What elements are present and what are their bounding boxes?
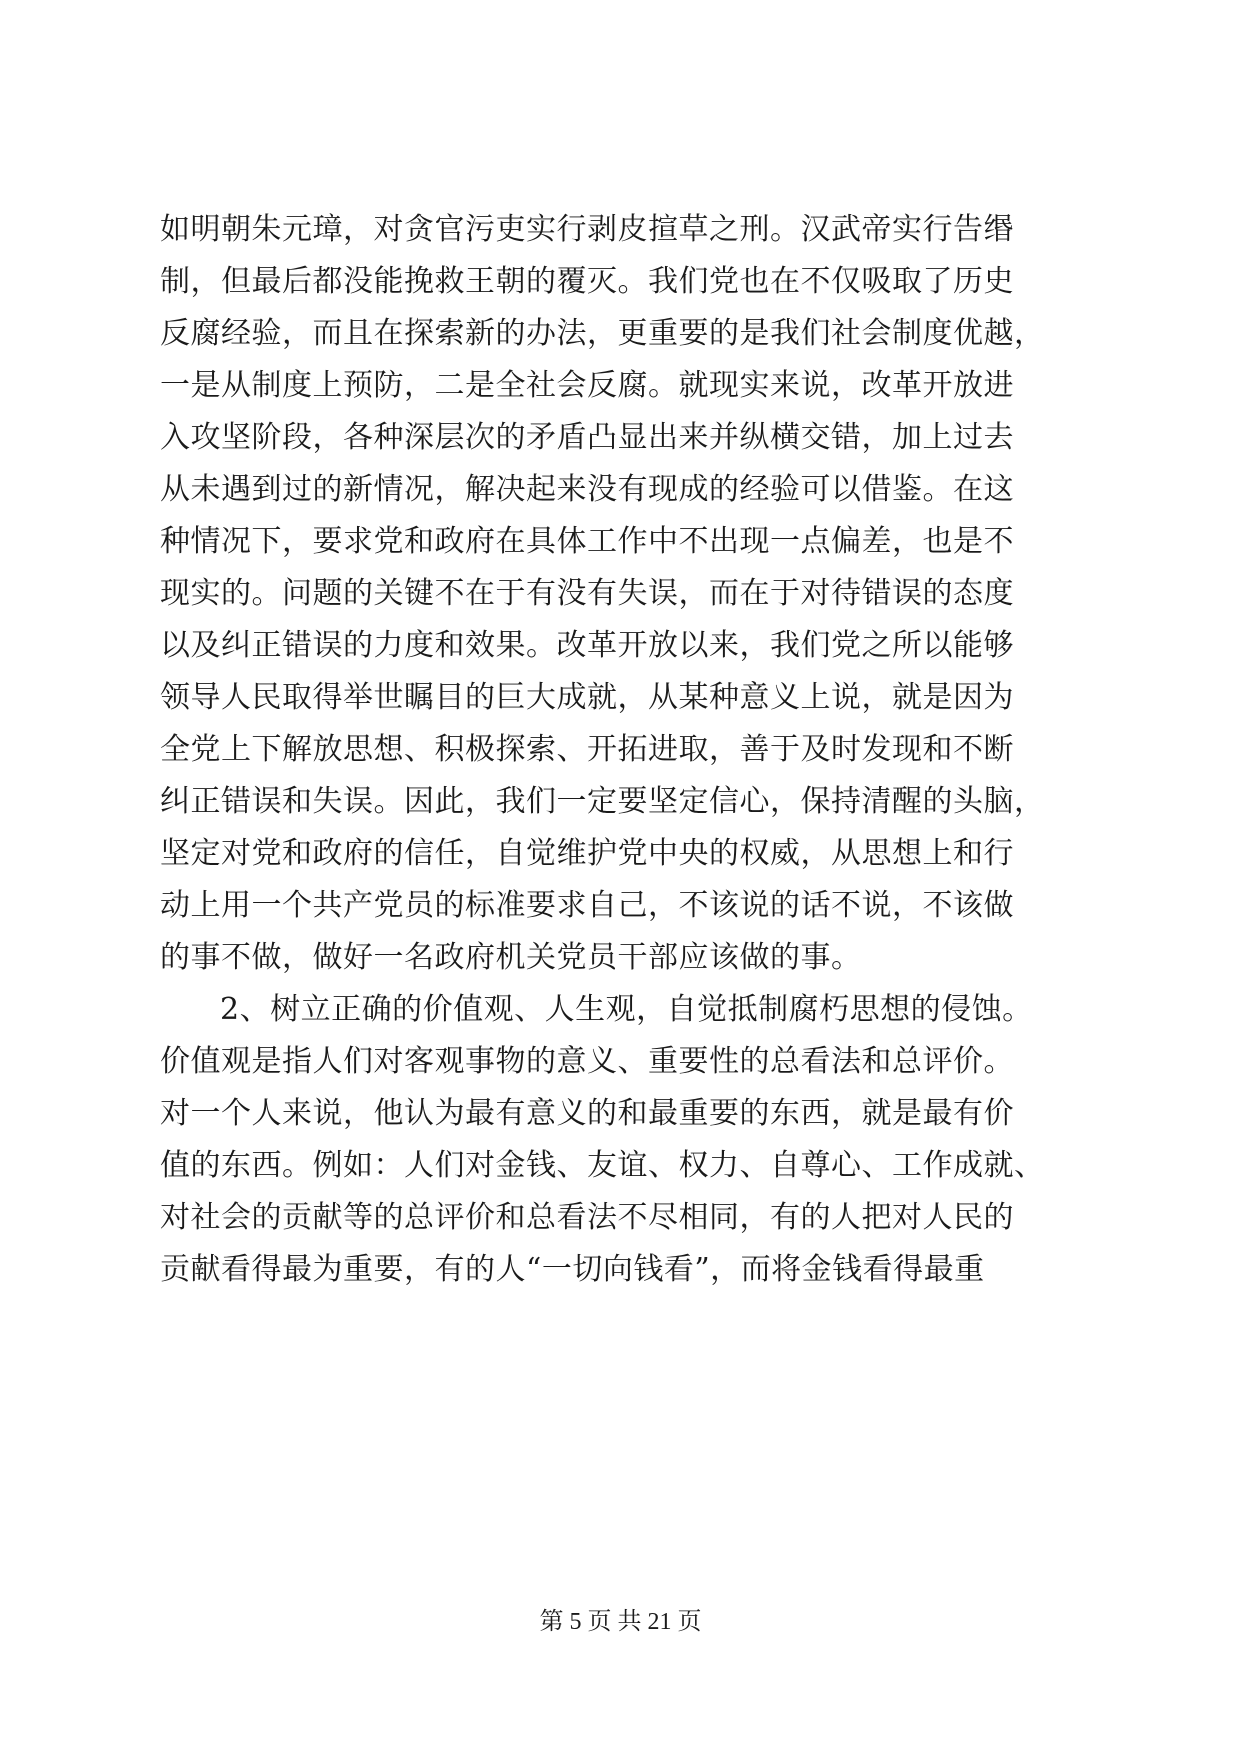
text-line: 纠正错误和失误。因此，我们一定要坚定信心，保持清醒的头脑，: [160, 784, 1045, 819]
page-number-indicator: 第 5 页 共 21 页: [539, 1609, 702, 1635]
text-line: 贡献看得最为重要，有的人“一切向钱看”，而将金钱看得最重: [160, 1252, 985, 1287]
text-line: 反腐经验，而且在探索新的办法，更重要的是我们社会制度优越，: [160, 316, 1045, 351]
text-line: 价值观是指人们对客观事物的意义、重要性的总看法和总评价。: [160, 1044, 1014, 1079]
text-line: 的事不做，做好一名政府机关党员干部应该做的事。: [160, 940, 862, 975]
text-line: 对一个人来说，他认为最有意义的和最重要的东西，就是最有价: [160, 1096, 1014, 1131]
text-line: 值的东西。例如：人们对金钱、友谊、权力、自尊心、工作成就、: [160, 1148, 1045, 1183]
text-line: 一是从制度上预防，二是全社会反腐。就现实来说，改革开放进: [160, 368, 1014, 403]
text-line: 坚定对党和政府的信任，自觉维护党中央的权威，从思想上和行: [160, 836, 1014, 871]
text-line: 制，但最后都没能挽救王朝的覆灭。我们党也在不仅吸取了历史: [160, 264, 1014, 299]
text-line: 全党上下解放思想、积极探索、开拓进取，善于及时发现和不断: [160, 732, 1014, 767]
paragraph-heading: 2、树立正确的价值观、人生观，自觉抵制腐朽思想的侵蚀。: [220, 992, 1033, 1027]
text-line: 种情况下，要求党和政府在具体工作中不出现一点偏差，也是不: [160, 524, 1014, 559]
page-footer: [0, 1607, 1241, 1637]
text-line: 入攻坚阶段，各种深层次的矛盾凸显出来并纵横交错，加上过去: [160, 420, 1014, 455]
text-line: 动上用一个共产党员的标准要求自己，不该说的话不说，不该做: [160, 888, 1014, 923]
text-line: 如明朝朱元璋，对贪官污吏实行剥皮揎草之刑。汉武帝实行告缗: [160, 212, 1014, 247]
text-line: 现实的。问题的关键不在于有没有失误，而在于对待错误的态度: [160, 576, 1014, 611]
text-line: 以及纠正错误的力度和效果。改革开放以来，我们党之所以能够: [160, 628, 1014, 663]
text-line: 从未遇到过的新情况，解决起来没有现成的经验可以借鉴。在这: [160, 472, 1014, 507]
text-line: 领导人民取得举世瞩目的巨大成就，从某种意义上说，就是因为: [160, 680, 1014, 715]
text-line: 对社会的贡献等的总评价和总看法不尽相同，有的人把对人民的: [160, 1200, 1014, 1235]
